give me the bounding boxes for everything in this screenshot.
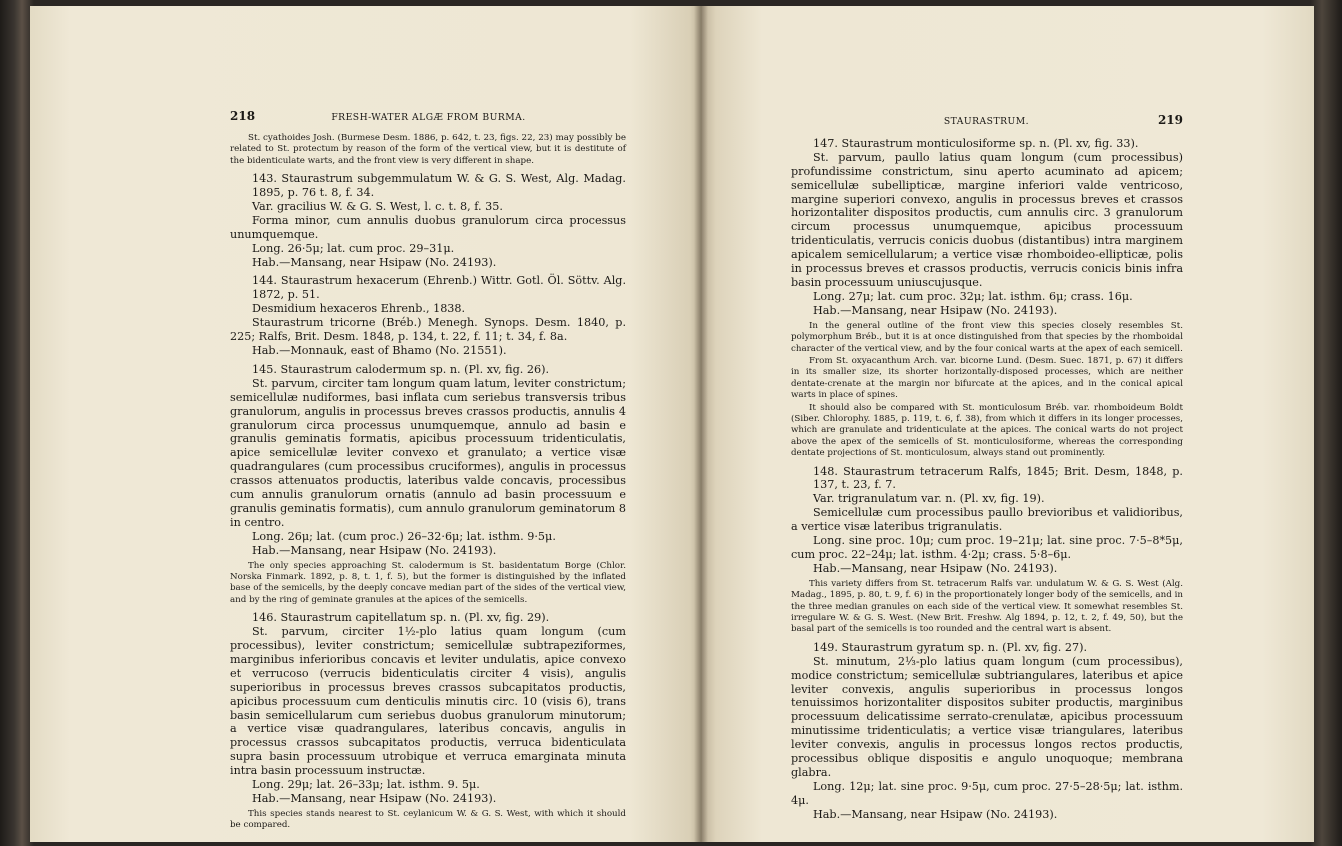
entry-146-description: St. parvum, circiter 1½-plo latius quam longum (cum processibus), leviter constrictum; semicellulæ subtrapeziformes, marginibus inferioribus concavis et leviter undulatis, apice convexo et verrucoso (verrucis bidenticulatis circiter 4 visis), angulis superioribus in processus breves crassos subcapitatos productis, apicibus processuum cum denticulis minutis circ. 10 (visis 6), trans basin semicellularum cum seriebus duobus granulorum minutorum; a vertice visæ quadrangulares, lateribus concavis, angulis in processus crassos subcapitatos productis, verruca bidenticulata supra basin processuum utrobique et verruca emarginata minuta intra basin processuum instructæ.: [230, 625, 626, 778]
right-running-title: STAURASTRUM.: [943, 116, 1030, 127]
entry-146-habitat: Hab.—Mansang, near Hsipaw (No. 24193).: [252, 792, 497, 805]
right-page-number: 219: [1157, 113, 1183, 127]
right-running-head: [791, 114, 1183, 129]
left-running-head: [230, 110, 626, 125]
entry-149-description: St. minutum, 2⅓-plo latius quam longum (cum processibus), modice constrictum; semicellulæ subtriangulares, lateribus et apice leviter convexis, angulis superioribus in processus longos tenuissimos horizontaliter dispositos subiter productis, marginibus processuum delicatissime serrato-crenulatæ, apicibus processuum minutissime tridenticulatis; a vertice visæ triangulares, lateribus leviter convexis, angulis in processus longos rectos productis, processibus oblique dispositis e angulo unoquoque; membrana glabra.: [791, 654, 1183, 779]
entry-145-description: St. parvum, circiter tam longum quam latum, leviter constrictum; semicellulæ nudiformes, basi inflata cum seriebus transversis tribus granulorum, angulis in processus breves crassos productis, annulis 4 granulorum circa processus unumquemque, annulo ad basin e granulis geminatis formatis, apicibus processuum tridenticulatis, apice semicellulæ leviter convexo et granulato; a vertice visæ quadrangulares (cum processibus cruciformes), angulis in processus crassos attenuatos productis, lateribus valde concavis, processibus cum annulis granulorum ornatis (annulo ad basin processuum e granulis geminatis formatis), cum annulo granulorum geminatorum 8 in centro.: [230, 376, 626, 529]
entry-143-variety: Var. gracilius W. & G. S. West, l. c. t. 8, f. 35.: [252, 199, 503, 213]
entry-147-habitat: Hab.—Mansang, near Hsipaw (No. 24193).: [813, 303, 1058, 317]
entry-148-heading: 148. Staurastrum tetracerum Ralfs, 1845; Brit. Desm, 1848, p. 137, t. 23, f. 7.: [813, 464, 1183, 492]
left-page-content: [230, 110, 626, 832]
right-page-content: [791, 114, 1183, 822]
entry-143-habitat: Hab.—Mansang, near Hsipaw (No. 24193).: [252, 255, 497, 269]
entry-147-measurements: Long. 27μ; lat. cum proc. 32μ; lat. isthm. 6μ; crass. 16μ.: [813, 289, 1133, 303]
entry-147-note-3: It should also be compared with St. monticulosum Bréb. var. rhomboideum Boldt (Siber. Chlorophy. 1885, p. 119, t. 6, f. 38), from which it differs in its longer processes, which are granulate and tridenticulate at the apices. The conical warts do not project above the apex of the semicells of St. monticulosiforme, whereas the corresponding dentate projections of St. monticulosum, always stand out prominently.: [791, 402, 1183, 459]
left-page-number: 218: [230, 109, 256, 123]
entry-149-heading: 149. Staurastrum gyratum sp. n. (Pl. xv, fig. 27).: [813, 640, 1088, 654]
intro-note: St. cyathoides Josh. (Burmese Desm. 1886, p. 642, t. 23, figs. 22, 23) may possibly be related to St. protectum by reason of the form of the vertical view, but it is destitute of the bidenticulate warts, and the front view is very different in shape.: [230, 132, 626, 166]
left-page: [30, 6, 702, 842]
entry-147-heading: 147. Staurastrum monticulosiforme sp. n. (Pl. xv, fig. 33).: [813, 136, 1139, 150]
entry-148-description: Semicellulæ cum processibus paullo brevioribus et validioribus, a vertice visæ lateribus trigranulatis.: [791, 506, 1183, 534]
entry-144-heading: 144. Staurastrum hexacerum (Ehrenb.) Wittr. Gotl. Öl. Söttv. Alg. 1872, p. 51.: [252, 274, 626, 302]
entry-149-measurements: Long. 12μ; lat. sine proc. 9·5μ, cum proc. 27·5–28·5μ; lat. isthm. 4μ.: [791, 779, 1183, 807]
left-running-title: FRESH-WATER ALGÆ FROM BURMA.: [331, 112, 526, 123]
entry-145-measurements: Long. 26μ; lat. (cum proc.) 26–32·6μ; lat. isthm. 9·5μ.: [252, 529, 556, 543]
entry-145-note: The only species approaching St. calodermum is St. basidentatum Borge (Chlor. Norska Finmark. 1892, p. 8, t. 1, f. 5), but the former is distinguished by the inflated base of the semicells, by the deeply concave median part of the sides of the vertical view, and by the ring of geminate granules at the apices of the semicells.: [230, 560, 626, 605]
entry-144-synonym-2: Staurastrum tricorne (Bréb.) Menegh. Synops. Desm. 1840, p. 225; Ralfs, Brit. Desm. 1848, p. 134, t. 22, f. 11; t. 34, f. 8a.: [230, 316, 626, 344]
entry-147-description: St. parvum, paullo latius quam longum (cum processibus) profundissime constrictum, sinu aperto acuminato ad apicem; semicellulæ subellipticæ, margine inferiori valde ventricoso, margine superiori convexo, angulis in processus breves et crassos horizontaliter dispositos productis, cum annulis circ. 3 granulorum circum processus unumquemque, apicibus processuum tridenticulatis, verrucis conicis duobus (distantibus) intra marginem apicalem semicellularum; a vertice visæ rhomboideo-ellipticæ, polis in processus breves et crassos productis, verrucis conicis binis infra basin processuum uniuscujusque.: [791, 150, 1183, 289]
entry-145-heading: 145. Staurastrum calodermum sp. n. (Pl. xv, fig. 26).: [252, 362, 550, 376]
entry-148-note: This variety differs from St. tetracerum Ralfs var. undulatum W. & G. S. West (Alg. Madag., 1895, p. 80, t. 9, f. 6) in the proportionately longer body of the semicells, and in the three median granules on each side of the vertical view. It somewhat resembles St. irregulare W. & G. S. West. (New Brit. Freshw. Alg 1894, p. 12, t. 2, f. 49, 50), but the basal part of the semicells is too rounded and the central wart is absent.: [791, 578, 1183, 635]
entry-143-description: Forma minor, cum annulis duobus granulorum circa processus unumquemque.: [230, 213, 626, 241]
entry-148-variety: Var. trigranulatum var. n. (Pl. xv, fig. 19).: [813, 492, 1045, 506]
entry-147-note-2: From St. oxyacanthum Arch. var. bicorne Lund. (Desm. Suec. 1871, p. 67) it differs in its smaller size, its shorter horizontally-disposed processes, which are neither dentate-crenate at the margin nor bifurcate at the apices, and in the conical apical warts in place of spines.: [791, 355, 1183, 401]
entry-148-measurements: Long. sine proc. 10μ; cum proc. 19–21μ; lat. sine proc. 7·5–8*5μ, cum proc. 22–24μ; lat. isthm. 4·2μ; crass. 5·8–6μ.: [791, 534, 1183, 561]
entry-145-habitat: Hab.—Mansang, near Hsipaw (No. 24193).: [252, 543, 497, 557]
entry-146-note: This species stands nearest to St. ceylanicum W. & G. S. West, with which it should be compared.: [230, 808, 626, 831]
entry-148-habitat: Hab.—Mansang, near Hsipaw (No. 24193).: [813, 561, 1058, 575]
page-gutter: [694, 6, 708, 842]
right-page: [702, 6, 1314, 842]
entry-147-note-1: In the general outline of the front view this species closely resembles St. polymorphum Bréb., but it is at once distinguished from that species by the rhomboidal character of the vertical view, and by the four conical warts at the apex of each semicell.: [791, 320, 1183, 354]
entry-143-measurements: Long. 26·5μ; lat. cum proc. 29–31μ.: [252, 241, 455, 255]
entry-146-heading: 146. Staurastrum capitellatum sp. n. (Pl. xv, fig. 29).: [252, 611, 550, 625]
entry-143-heading: 143. Staurastrum subgemmulatum W. & G. S. West, Alg. Madag. 1895, p. 76 t. 8, f. 34.: [252, 172, 626, 200]
entry-146-measurements: Long. 29μ; lat. 26–33μ; lat. isthm. 9. 5μ.: [252, 778, 480, 792]
entry-149-habitat: Hab.—Mansang, near Hsipaw (No. 24193).: [813, 807, 1058, 821]
entry-144-synonym-1: Desmidium hexaceros Ehrenb., 1838.: [252, 302, 466, 316]
entry-144-habitat: Hab.—Monnauk, east of Bhamo (No. 21551).: [252, 344, 507, 357]
